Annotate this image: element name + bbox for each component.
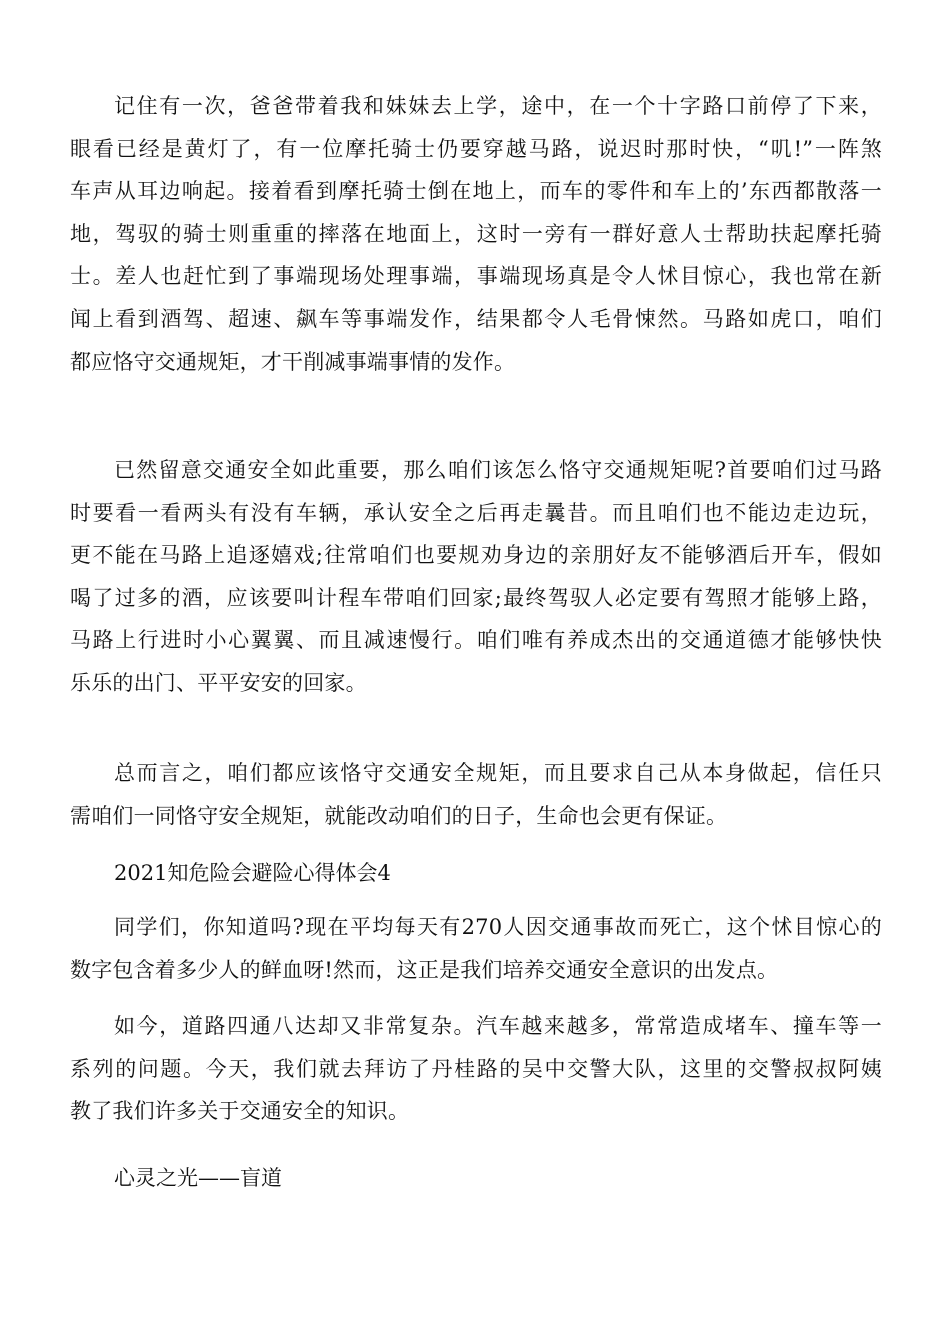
paragraph-line: 总而言之，咱们都应该恪守交通安全规矩，而且要求自己从本身做起，信任只 <box>114 761 882 785</box>
paragraph-line: 同学们，你知道吗?现在平均每天有270人因交通事故而死亡，这个怵目惊心的 <box>114 915 882 939</box>
paragraph-1 <box>70 85 882 383</box>
section-heading: 心灵之光——盲道 <box>114 1166 282 1190</box>
paragraph-line: 需咱们一同恪守安全规矩，就能改动咱们的日子，生命也会更有保证。 <box>70 803 728 828</box>
paragraph-4 <box>70 906 882 991</box>
paragraph-3 <box>70 752 882 837</box>
section-heading: 2021知危险会避险心得体会4 <box>114 861 391 885</box>
paragraph-line: 记住有一次，爸爸带着我和妹妹去上学，途中，在一个十字路口前停了下来， <box>114 94 882 118</box>
paragraph-line: 喝了过多的酒，应该要叫计程车带咱们回家;最终驾驭人必定要有驾照才能够上路， <box>70 585 882 610</box>
paragraph-line: 时要看一看两头有没有车辆，承认安全之后再走曩昔。而且咱们也不能边走边玩， <box>70 500 882 525</box>
paragraph-line: 已然留意交通安全如此重要，那么咱们该怎么恪守交通规矩呢?首要咱们过马路 <box>114 458 882 482</box>
paragraph-2 <box>70 449 882 705</box>
paragraph-line: 眼看已经是黄灯了，有一位摩托骑士仍要穿越马路，说迟时那时快，“叽!”一阵煞 <box>70 136 882 161</box>
paragraph-line: 士。差人也赶忙到了事端现场处理事端，事端现场真是令人怵目惊心，我也常在新 <box>70 264 882 289</box>
paragraph-line: 都应恪守交通规矩，才干削减事端事情的发作。 <box>70 349 516 374</box>
paragraph-line: 如今，道路四通八达却又非常复杂。汽车越来越多，常常造成堵车、撞车等一 <box>114 1014 882 1038</box>
paragraph-line: 系列的问题。今天，我们就去拜访了丹桂路的吴中交警大队，这里的交警叔叔阿姨 <box>70 1056 882 1081</box>
paragraph-line: 数字包含着多少人的鲜血呀!然而，这正是我们培养交通安全意识的出发点。 <box>70 957 779 982</box>
paragraph-line: 车声从耳边响起。接着看到摩托骑士倒在地上，而车的零件和车上的’东西都散落一 <box>70 179 882 204</box>
paragraph-line: 闻上看到酒驾、超速、飙车等事端发作，结果都令人毛骨悚然。马路如虎口，咱们 <box>70 306 882 331</box>
paragraph-line: 乐乐的出门、平平安安的回家。 <box>70 670 367 695</box>
paragraph-line: 更不能在马路上追逐嬉戏;往常咱们也要规劝身边的亲朋好友不能够酒后开车，假如 <box>70 543 882 568</box>
paragraph-line: 马路上行进时小心翼翼、而且减速慢行。咱们唯有养成杰出的交通道德才能够快快 <box>70 628 882 653</box>
paragraph-line: 教了我们许多关于交通安全的知识。 <box>70 1099 410 1124</box>
paragraph-line: 地，驾驭的骑士则重重的摔落在地面上，这时一旁有一群好意人士帮助扶起摩托骑 <box>70 221 882 246</box>
paragraph-5 <box>70 1005 882 1133</box>
